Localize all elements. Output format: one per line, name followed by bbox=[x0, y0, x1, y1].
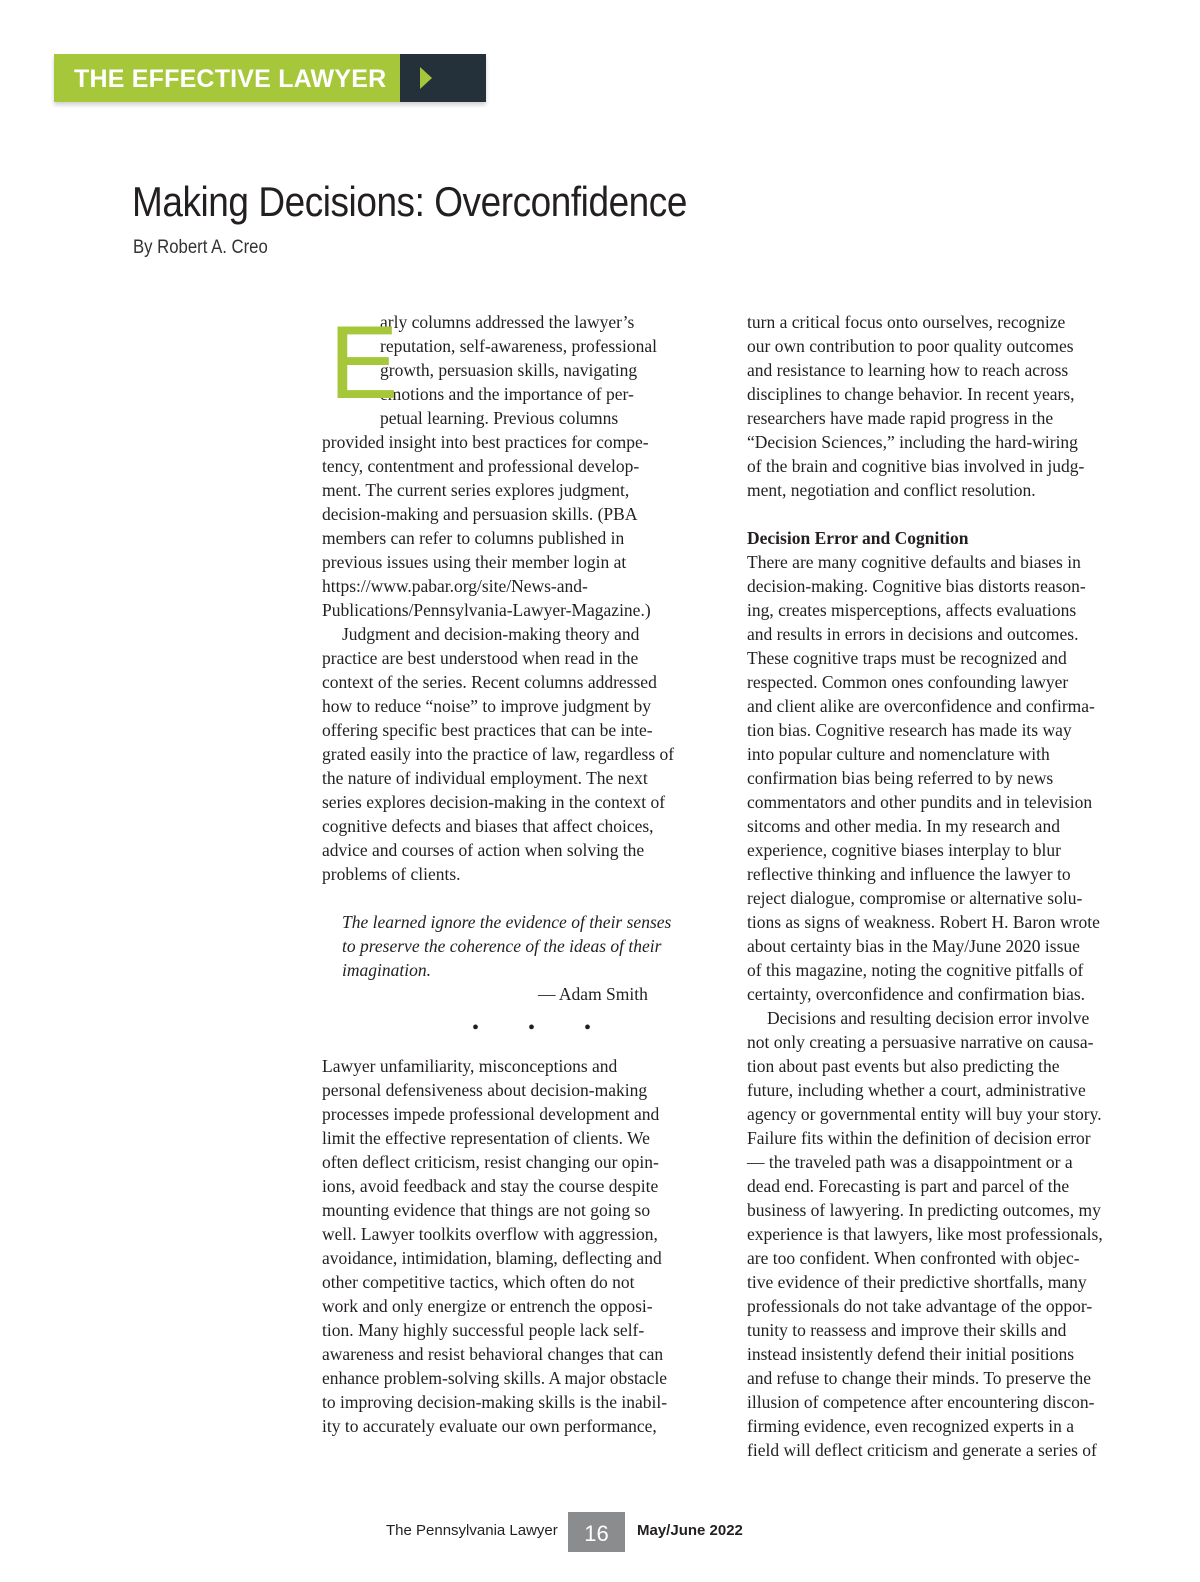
section-tab bbox=[400, 54, 486, 102]
text-line: reputation, self-awareness, professional bbox=[380, 336, 657, 356]
section-label: THE EFFECTIVE LAWYER bbox=[54, 54, 400, 102]
text-line: experience, cognitive biases interplay to blur bbox=[747, 840, 1061, 860]
text-line: are too confident. When confronted with objec- bbox=[747, 1248, 1080, 1268]
text-line: turn a critical focus onto ourselves, recognize bbox=[747, 312, 1066, 332]
text-line: practice are best understood when read in the bbox=[322, 648, 639, 668]
text-line: tency, contentment and professional develop- bbox=[322, 456, 640, 476]
text-line: These cognitive traps must be recognized and bbox=[747, 648, 1067, 668]
text-line: other competitive tactics, which often do not bbox=[322, 1272, 635, 1292]
text-line: and results in errors in decisions and outcomes. bbox=[747, 624, 1079, 644]
text-line: — the traveled path was a disappointment or a bbox=[747, 1152, 1073, 1172]
text-line: commentators and other pundits and in television bbox=[747, 792, 1093, 812]
text-line: of this magazine, noting the cognitive pitfalls of bbox=[747, 960, 1084, 980]
section-divider: • • • bbox=[472, 1017, 614, 1039]
text-line: cognitive defects and biases that affect choices, bbox=[322, 816, 654, 836]
text-line: confirmation bias being referred to by news bbox=[747, 768, 1054, 788]
text-line: members can refer to columns published in bbox=[322, 528, 625, 548]
pull-quote: The learned ignore the evidence of their senses bbox=[342, 912, 672, 932]
text-line: previous issues using their member login at bbox=[322, 552, 627, 572]
text-line: context of the series. Recent columns addressed bbox=[322, 672, 657, 692]
text-line: Publications/Pennsylvania-Lawyer-Magazine.) bbox=[322, 600, 651, 620]
publication-name: The Pennsylvania Lawyer bbox=[386, 1522, 558, 1539]
text-line: ment, negotiation and conflict resolution. bbox=[747, 480, 1036, 500]
page-footer bbox=[0, 1512, 1200, 1582]
text-line: our own contribution to poor quality outcomes bbox=[747, 336, 1074, 356]
text-line: respected. Common ones confounding lawyer bbox=[747, 672, 1069, 692]
text-line: to improving decision-making skills is the inabil- bbox=[322, 1392, 668, 1412]
text-line: emotions and the importance of per- bbox=[380, 384, 634, 404]
text-line: researchers have made rapid progress in the bbox=[747, 408, 1054, 428]
text-line: tive evidence of their predictive shortfalls, many bbox=[747, 1272, 1087, 1292]
text-line: tions as signs of weakness. Robert H. Baron wrote bbox=[747, 912, 1100, 932]
text-line: https://www.pabar.org/site/News-and- bbox=[322, 576, 588, 596]
text-line: avoidance, intimidation, blaming, deflecting and bbox=[322, 1248, 662, 1268]
text-line: field will deflect criticism and generate a series of bbox=[747, 1440, 1097, 1460]
text-line: business of lawyering. In predicting outcomes, my bbox=[747, 1200, 1101, 1220]
text-line: enhance problem-solving skills. A major obstacle bbox=[322, 1368, 668, 1388]
text-line: provided insight into best practices for compe- bbox=[322, 432, 649, 452]
text-line: advice and courses of action when solving the bbox=[322, 840, 645, 860]
text-line: work and only energize or entrench the opposi- bbox=[322, 1296, 653, 1316]
text-line: offering specific best practices that can be inte- bbox=[322, 720, 653, 740]
text-line: Decisions and resulting decision error involve bbox=[767, 1008, 1090, 1028]
text-line: about certainty bias in the May/June 2020 issue bbox=[747, 936, 1080, 956]
text-line: awareness and resist behavioral changes that can bbox=[322, 1344, 664, 1364]
text-line: Failure fits within the definition of decision error bbox=[747, 1128, 1091, 1148]
right-column bbox=[747, 310, 1139, 1462]
text-line: Judgment and decision-making theory and bbox=[342, 624, 640, 644]
text-line: tion. Many highly successful people lack self- bbox=[322, 1320, 645, 1340]
text-line: grated easily into the practice of law, regardless of bbox=[322, 744, 675, 764]
pull-quote: imagination. bbox=[342, 960, 431, 980]
text-line: tion bias. Cognitive research has made its way bbox=[747, 720, 1072, 740]
text-line: ing, creates misperceptions, affects evaluations bbox=[747, 600, 1077, 620]
text-line: processes impede professional development and bbox=[322, 1104, 660, 1124]
text-line: well. Lawyer toolkits overflow with aggression, bbox=[322, 1224, 658, 1244]
section-banner bbox=[54, 54, 486, 102]
text-line: series explores decision-making in the context of bbox=[322, 792, 666, 812]
text-line: the nature of individual employment. The next bbox=[322, 768, 648, 788]
text-line: sitcoms and other media. In my research and bbox=[747, 816, 1060, 836]
text-line: “Decision Sciences,” including the hard-wiring bbox=[747, 432, 1078, 452]
text-line: arly columns addressed the lawyer’s bbox=[380, 312, 635, 332]
text-line: future, including whether a court, administrative bbox=[747, 1080, 1086, 1100]
text-line: and resistance to learning how to reach across bbox=[747, 360, 1069, 380]
text-line: not only creating a persuasive narrative on causa- bbox=[747, 1032, 1094, 1052]
text-line: reflective thinking and influence the lawyer to bbox=[747, 864, 1071, 884]
drop-cap: E bbox=[329, 305, 399, 421]
text-line: professionals do not take advantage of the oppor- bbox=[747, 1296, 1093, 1316]
text-line: petual learning. Previous columns bbox=[380, 408, 619, 428]
text-line: ions, avoid feedback and stay the course despite bbox=[322, 1176, 659, 1196]
pull-quote: to preserve the coherence of the ideas of their bbox=[342, 936, 662, 956]
text-line: disciplines to change behavior. In recent years, bbox=[747, 384, 1075, 404]
issue-date: May/June 2022 bbox=[637, 1522, 743, 1539]
text-line: and client alike are overconfidence and confirma- bbox=[747, 696, 1095, 716]
text-line: personal defensiveness about decision-making bbox=[322, 1080, 648, 1100]
text-line: certainty, overconfidence and confirmation bias. bbox=[747, 984, 1086, 1004]
text-line: ity to accurately evaluate our own performance, bbox=[322, 1416, 657, 1436]
quote-attribution: — Adam Smith bbox=[538, 984, 648, 1004]
page-number: 16 bbox=[568, 1512, 625, 1552]
text-line: mounting evidence that things are not going so bbox=[322, 1200, 651, 1220]
section-heading: Decision Error and Cognition bbox=[747, 528, 969, 548]
text-line: firming evidence, even recognized experts in a bbox=[747, 1416, 1075, 1436]
text-line: agency or governmental entity will buy your story. bbox=[747, 1104, 1102, 1124]
text-line: instead insistently defend their initial positions bbox=[747, 1344, 1075, 1364]
text-line: illusion of competence after encountering discon- bbox=[747, 1392, 1095, 1412]
left-column bbox=[322, 305, 708, 1438]
text-line: decision-making. Cognitive bias distorts reason- bbox=[747, 576, 1086, 596]
text-line: There are many cognitive defaults and biases in bbox=[747, 552, 1081, 572]
text-line: reject dialogue, compromise or alternative solu- bbox=[747, 888, 1083, 908]
chevron-right-icon bbox=[420, 67, 432, 89]
text-line: and refuse to change their minds. To preserve the bbox=[747, 1368, 1091, 1388]
text-line: limit the effective representation of clients. We bbox=[322, 1128, 650, 1148]
article-title: Making Decisions: Overconfidence bbox=[132, 178, 687, 225]
text-line: often deflect criticism, resist changing our opin- bbox=[322, 1152, 659, 1172]
text-line: problems of clients. bbox=[322, 864, 461, 884]
article-byline: By Robert A. Creo bbox=[133, 237, 268, 258]
text-line: Lawyer unfamiliarity, misconceptions and bbox=[322, 1056, 618, 1076]
text-line: decision-making and persuasion skills. (PBA bbox=[322, 504, 638, 524]
text-line: tion about past events but also predicting the bbox=[747, 1056, 1060, 1076]
text-line: experience is that lawyers, like most professionals, bbox=[747, 1224, 1103, 1244]
text-line: dead end. Forecasting is part and parcel of the bbox=[747, 1176, 1070, 1196]
text-line: into popular culture and nomenclature with bbox=[747, 744, 1050, 764]
text-line: ment. The current series explores judgment, bbox=[322, 480, 630, 500]
text-line: growth, persuasion skills, navigating bbox=[380, 360, 638, 380]
text-line: tunity to reassess and improve their skills and bbox=[747, 1320, 1067, 1340]
text-line: how to reduce “noise” to improve judgment by bbox=[322, 696, 652, 716]
text-line: of the brain and cognitive bias involved in judg- bbox=[747, 456, 1085, 476]
